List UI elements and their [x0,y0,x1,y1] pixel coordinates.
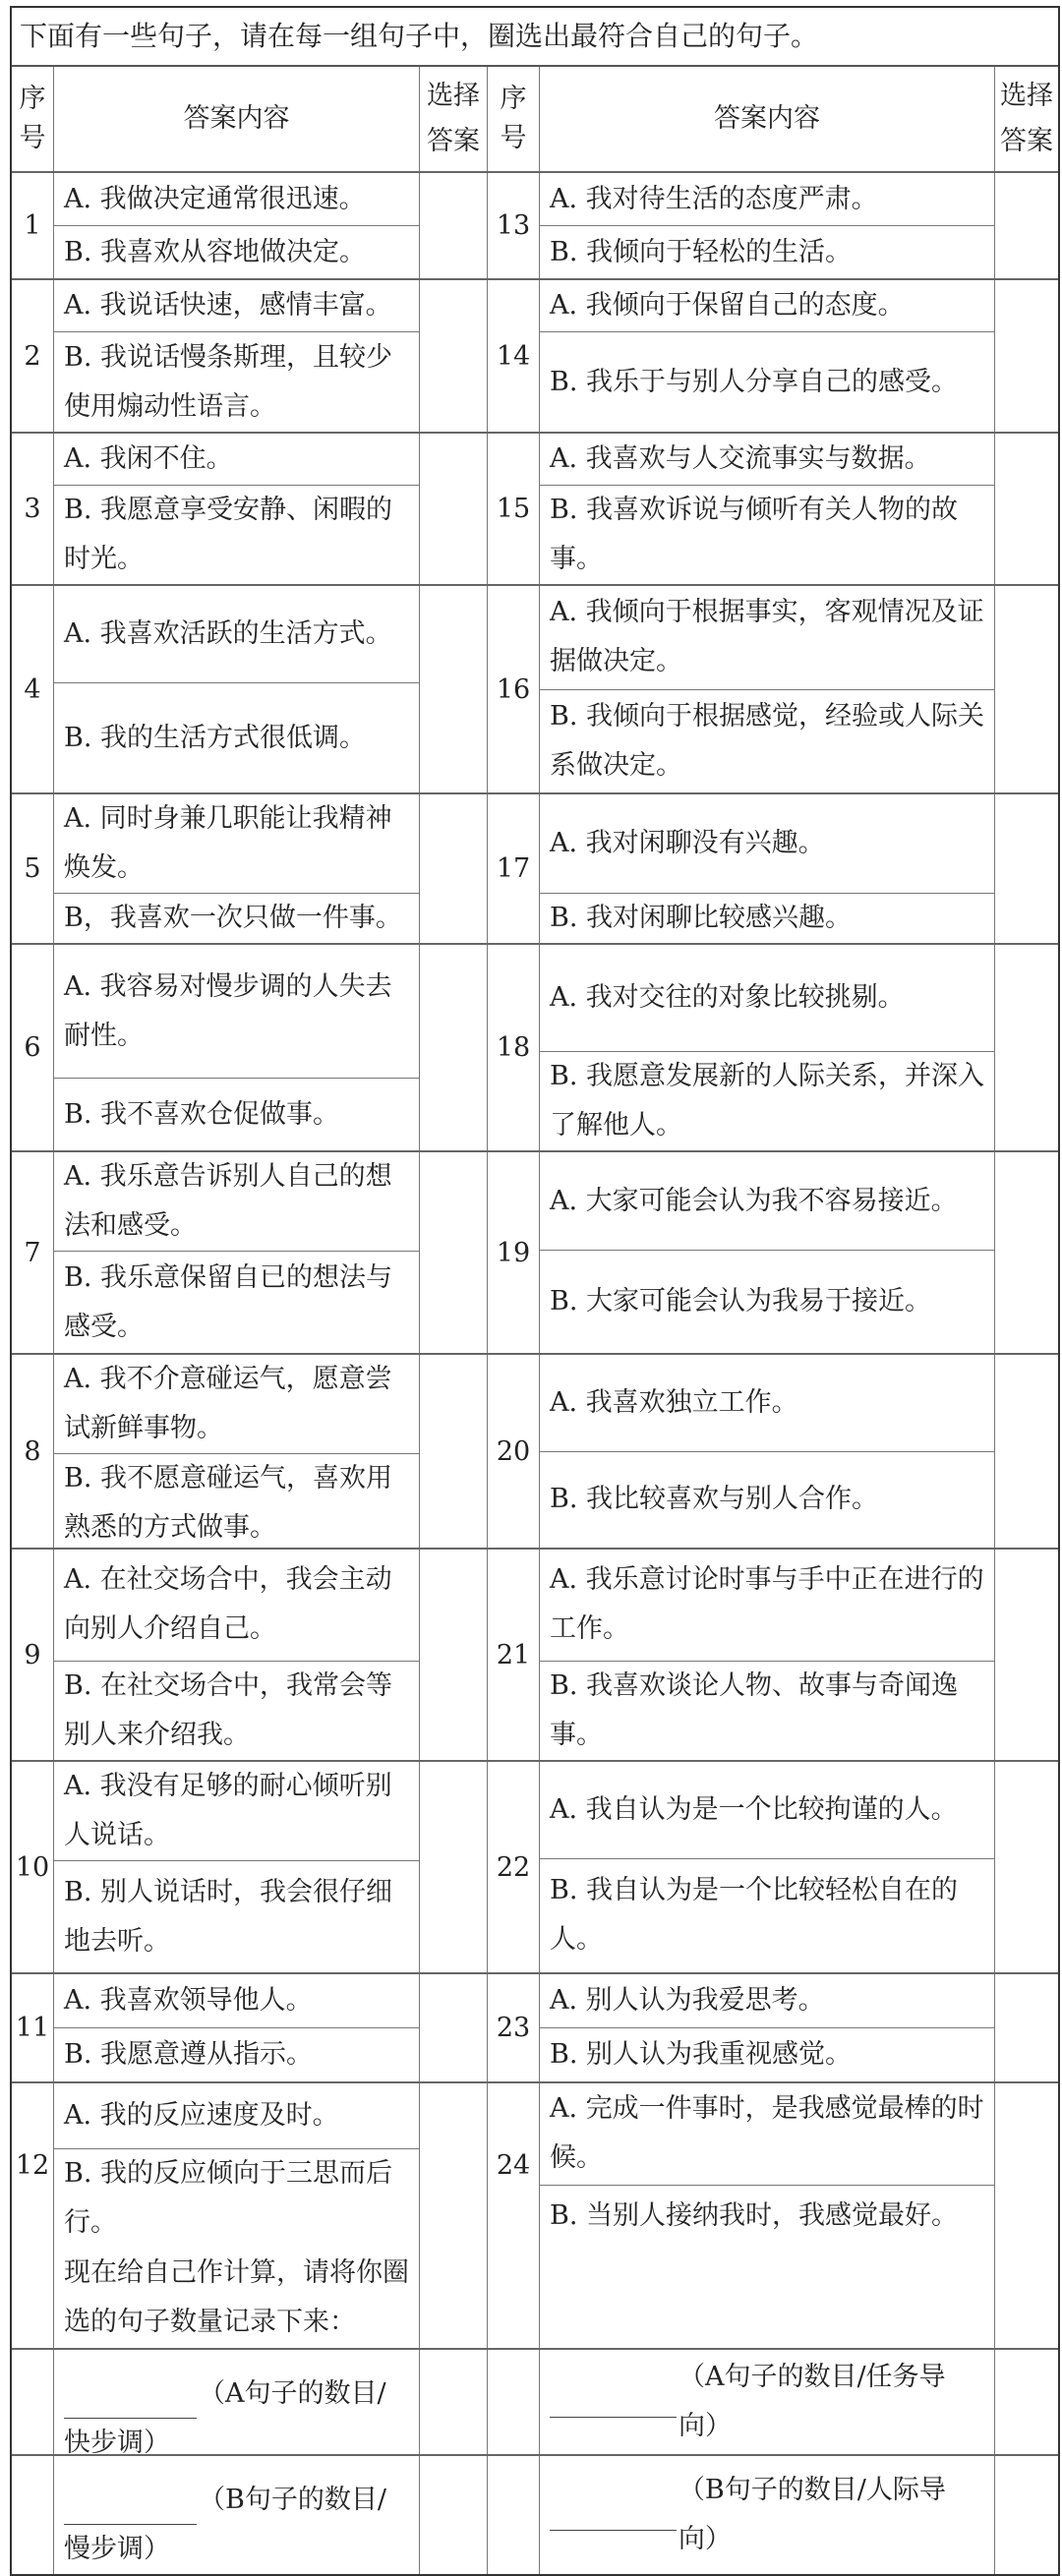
selected-answer-cell[interactable] [995,794,1058,943]
answer-options [54,1974,420,2081]
question-number: 17 [488,794,540,943]
selected-answer-cell[interactable] [420,1762,488,1972]
selected-answer-cell[interactable] [420,1152,488,1353]
option-a[interactable]: A. 大家可能会认为我不容易接近。 [550,1185,958,1216]
option-b[interactable]: B. 我乐于与别人分享自己的感受。 [540,331,994,432]
answer-options [54,173,420,278]
answer-options [54,434,420,584]
selected-answer-cell[interactable] [420,1974,488,2081]
selected-answer-cell[interactable] [995,173,1058,278]
option-b[interactable]: B. 大家可能会认为我易于接近。 [540,1250,994,1353]
question-number: 9 [12,1550,54,1760]
question-row [12,1974,1058,2083]
answer-options [540,2083,995,2248]
option-b[interactable]: B. 在社交场合中，我常会等别人来介绍我。 [54,1661,419,1760]
selected-answer-cell[interactable] [995,2083,1058,2248]
answer-options [54,945,420,1150]
header-row [12,67,1058,173]
questionnaire-table [10,6,1060,2576]
option-a[interactable]: A. 我闲不住。 [64,442,233,474]
question-row [12,2083,1058,2248]
option-a[interactable]: A. 同时身兼几职能让我精神焕发。 [64,803,392,883]
selected-answer-cell[interactable] [995,1152,1058,1353]
option-b[interactable]: B. 我的生活方式很低调。 [54,682,419,792]
answer-options [540,1762,995,1972]
question-number: 7 [12,1152,54,1353]
option-b[interactable]: B. 别人认为我重视感觉。 [540,2027,994,2081]
option-a[interactable]: A. 我对交往的对象比较挑剔。 [550,982,905,1013]
question-number: 18 [488,945,540,1150]
answer-options [540,1152,995,1353]
selected-answer-cell[interactable] [995,1550,1058,1760]
answer-options [54,280,420,432]
summary-b-row [12,2456,1058,2574]
option-a[interactable]: A. 完成一件事时，是我感觉最棒的时候。 [550,2093,984,2174]
option-b[interactable]: B. 我自认为是一个比较轻松自在的人。 [540,1858,994,1972]
option-a[interactable]: A. 我喜欢领导他人。 [64,1985,313,2016]
option-b[interactable]: B，我喜欢一次只做一件事。 [54,893,419,943]
option-b[interactable]: B. 我倾向于根据感觉，经验或人际关系做决定。 [540,689,994,793]
question-number: 5 [12,794,54,943]
option-b[interactable]: B. 我的反应倾向于三思而后行。 [54,2148,419,2248]
header-num: 序号 [12,67,54,171]
question-number: 3 [12,434,54,584]
summary-intro: 现在给自己作计算，请将你圈选的句子数量记录下来： [64,2257,409,2337]
option-b[interactable]: B. 我说话慢条斯理，且较少使用煽动性语言。 [54,331,419,432]
selected-answer-cell[interactable] [420,2083,488,2248]
question-row [12,586,1058,794]
option-b[interactable]: B. 当别人接纳我时，我感觉最好。 [540,2185,994,2248]
option-b[interactable]: B. 我愿意遵从指示。 [54,2027,419,2081]
selected-answer-cell[interactable] [995,586,1058,792]
question-number: 4 [12,586,54,792]
answer-options [54,586,420,792]
question-number: 22 [488,1762,540,1972]
option-b[interactable]: B. 我倾向于轻松的生活。 [540,225,994,278]
answer-options [54,1550,420,1760]
question-number: 16 [488,586,540,792]
question-number: 20 [488,1355,540,1548]
option-b[interactable]: B. 我不愿意碰运气，喜欢用熟悉的方式做事。 [54,1453,419,1552]
selected-answer-cell[interactable] [420,434,488,584]
option-a[interactable]: A. 我倾向于保留自己的态度。 [550,290,905,321]
option-a[interactable]: A. 我喜欢与人交流事实与数据。 [550,442,931,474]
option-a[interactable]: A. 我对闲聊没有兴趣。 [550,828,825,858]
option-a[interactable]: A. 我做决定通常很迅速。 [64,183,366,214]
option-b[interactable]: B. 我愿意享受安静、闲暇的时光。 [54,485,419,584]
selected-answer-cell[interactable] [995,945,1058,1150]
option-a[interactable]: A. 我倾向于根据事实，客观情况及证据做决定。 [550,597,984,677]
selected-answer-cell[interactable] [995,434,1058,584]
option-a[interactable]: A. 我容易对慢步调的人失去耐性。 [64,970,392,1051]
option-b[interactable]: B. 别人说话时，我会很仔细地去听。 [54,1860,419,1972]
selected-answer-cell[interactable] [420,1550,488,1760]
summary-left-b: （B句子的数目/慢步调） [64,2485,386,2564]
answer-options [540,1550,995,1760]
selected-answer-cell[interactable] [995,1762,1058,1972]
selected-answer-cell[interactable] [420,794,488,943]
answer-options [54,794,420,943]
option-a[interactable]: A. 我自认为是一个比较拘谨的人。 [550,1793,958,1825]
answer-options [540,794,995,943]
summary-intro-row [12,2248,1058,2350]
answer-options [540,1974,995,2081]
question-row [12,434,1058,586]
instructions: 下面有一些句子，请在每一组句子中，圈选出最符合自己的句子。 [12,8,1058,67]
option-a[interactable]: A. 别人认为我爱思考。 [550,1985,825,2016]
question-row [12,1355,1058,1550]
question-number: 11 [12,1974,54,2081]
question-number: 1 [12,173,54,278]
selected-answer-cell[interactable] [420,586,488,792]
header-answer: 选择答案 [1000,81,1053,156]
selected-answer-cell[interactable] [420,173,488,278]
option-b[interactable]: B. 我对闲聊比较感兴趣。 [540,893,994,943]
question-number: 8 [12,1355,54,1548]
answer-options [54,1152,420,1353]
answer-options [540,280,995,432]
header-content: 答案内容 [54,67,420,171]
question-number: 2 [12,280,54,432]
answer-options [540,1355,995,1548]
option-b[interactable]: B. 我喜欢从容地做决定。 [54,225,419,278]
question-number: 12 [12,2083,54,2248]
question-row [12,1762,1058,1974]
summary-right-a: （A句子的数目/任务导向） [678,2362,946,2441]
question-row [12,1550,1058,1762]
question-row [12,173,1058,280]
question-number: 10 [12,1762,54,1972]
summary-right-b: （B句子的数目/人际导向） [678,2475,946,2554]
question-row [12,280,1058,434]
option-a[interactable]: A. 我说话快速，感情丰富。 [64,290,392,321]
question-number: 19 [488,1152,540,1353]
summary-left-a: （A句子的数目/快步调） [64,2378,386,2458]
selected-answer-cell[interactable] [420,1355,488,1548]
answer-options [54,1762,420,1972]
question-row [12,1152,1058,1355]
count-b-blank[interactable] [550,2500,677,2531]
answer-options [540,173,995,278]
question-number: 15 [488,434,540,584]
selected-answer-cell[interactable] [995,1355,1058,1548]
answer-options [540,586,995,792]
option-a[interactable]: A. 我乐意告诉别人自己的想法和感受。 [64,1161,392,1241]
option-b[interactable]: B. 我喜欢诉说与倾听有关人物的故事。 [540,485,994,584]
header-answer: 选择答案 [420,67,488,171]
selected-answer-cell[interactable] [995,1974,1058,2081]
option-a[interactable]: A. 我对待生活的态度严肃。 [550,183,878,214]
header-content: 答案内容 [540,67,995,171]
option-a[interactable]: A. 我喜欢独立工作。 [550,1386,798,1418]
question-number: 14 [488,280,540,432]
option-b[interactable]: B. 我比较喜欢与别人合作。 [540,1451,994,1549]
question-number: 13 [488,173,540,278]
question-row [12,794,1058,945]
selected-answer-cell[interactable] [995,280,1058,432]
question-number: 23 [488,1974,540,2081]
option-a[interactable]: A. 在社交场合中，我会主动向别人介绍自己。 [64,1564,392,1645]
selected-answer-cell[interactable] [420,280,488,432]
answer-options [540,434,995,584]
selected-answer-cell[interactable] [420,945,488,1150]
option-a[interactable]: A. 我不介意碰运气，愿意尝试新鲜事物。 [64,1364,392,1443]
option-a[interactable]: A. 我的反应速度及时。 [64,2100,339,2131]
option-a[interactable]: A. 我没有足够的耐心倾听别人说话。 [64,1771,392,1850]
option-a[interactable]: A. 我喜欢活跃的生活方式。 [64,618,392,650]
count-a-blank[interactable] [64,2388,197,2419]
option-b[interactable]: B. 我乐意保留自已的想法与感受。 [54,1251,419,1353]
answer-options [540,945,995,1150]
option-a[interactable]: A. 我乐意讨论时事与手中正在进行的工作。 [550,1564,984,1645]
question-row [12,945,1058,1152]
question-number: 24 [488,2083,540,2248]
count-a-blank[interactable] [550,2387,677,2418]
count-b-blank[interactable] [64,2494,197,2525]
question-number: 6 [12,945,54,1150]
answer-options [54,2083,420,2248]
option-b[interactable]: B. 我不喜欢仓促做事。 [54,1078,419,1150]
header-num: 序号 [488,67,540,171]
question-number: 21 [488,1550,540,1760]
option-b[interactable]: B. 我喜欢谈论人物、故事与奇闻逸事。 [540,1661,994,1760]
answer-options [54,1355,420,1548]
summary-a-row [12,2350,1058,2456]
option-b[interactable]: B. 我愿意发展新的人际关系，并深入了解他人。 [540,1051,994,1150]
